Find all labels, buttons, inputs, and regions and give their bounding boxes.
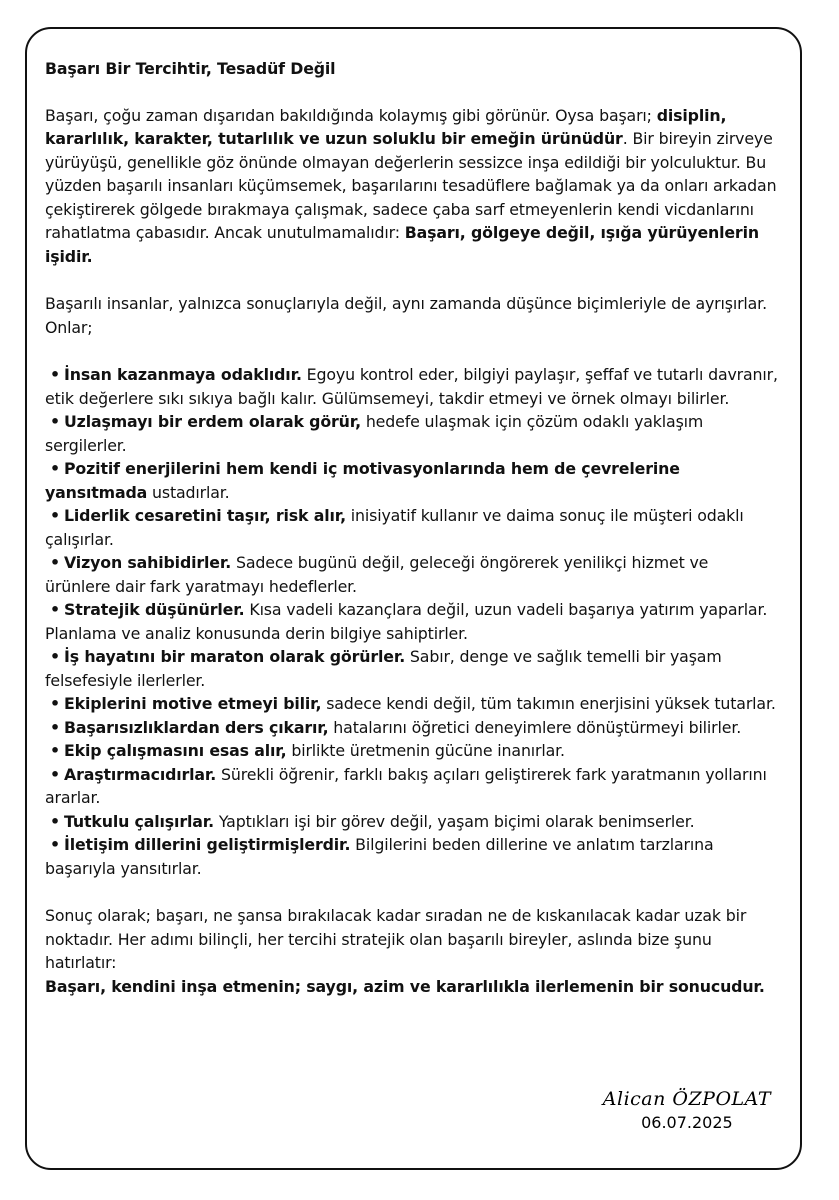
bullet-icon: • [50,764,60,784]
item-text: hatalarını öğretici deneyimlere dönüştürmeyi bilirler. [328,717,742,737]
bullet-icon: • [50,506,60,525]
document-card [25,27,802,1170]
signature-date: 06.07.2025 [641,1113,733,1132]
item-bold: İletişim dillerini geliştirmişlerdir. [64,835,351,854]
qualities-list [45,363,778,880]
item-bold: Ekiplerini motive etmeyi bilir, [64,694,322,713]
list-item [45,551,778,598]
item-bold: Stratejik düşünürler. [64,600,245,619]
item-text: ustadırlar. [147,482,230,502]
document-title: Başarı Bir Tercihtir, Tesadüf Değil [45,59,336,78]
item-bold: Tutkulu çalışırlar. [64,811,214,831]
list-item [45,716,778,740]
intro-text-2: . Bir bireyin zirveye yürüyüşü, genellikle göz önünde olmayan değerlerin sessizce inşa edildiği bir yolculuktur. Bu yüzden başarılı insanları küçümsemek, başarılarını tesadüflere bağlamak ya da onları arkadan çekiştirerek gölgede bırakmaya çalışmak, sadece çaba sarf etmeyenlerin kendi vicdanlarını rahatlatma çabasıdır. Ancak unutulmamalıdır: [45,129,777,242]
item-bold: Araştırmacıdırlar. [64,764,217,784]
conclusion-statement: Başarı, kendini inşa etmenin; saygı, azim ve kararlılıkla ilerlemenin bir sonucudur. [45,976,765,996]
intro-paragraph [45,104,778,269]
bullet-icon: • [50,741,60,760]
bullet-icon: • [50,553,60,572]
list-item [45,645,778,692]
intro-bold-1: disiplin, kararlılık, karakter, tutarlılık ve uzun soluklu bir emeğin ürünüdür [45,105,727,148]
list-item [45,833,778,880]
item-bold: İnsan kazanmaya odaklıdır. [64,365,302,384]
item-text: sadece kendi değil, tüm takımın enerjisini yüksek tutarlar. [321,694,776,713]
bullet-icon: • [50,835,60,854]
bullet-icon: • [50,647,60,666]
list-item [45,363,778,410]
item-text: Yaptıkları işi bir görev değil, yaşam biçimi olarak benimserler. [213,811,695,831]
intro-text-1: Başarı, çoğu zaman dışarıdan bakıldığında kolaymış gibi görünür. Oysa başarı; [45,105,657,125]
item-bold: Liderlik cesaretini taşır, risk alır, [64,506,346,525]
list-item [45,598,778,645]
lead-paragraph: Başarılı insanlar, yalnızca sonuçlarıyla değil, aynı zamanda düşünce biçimleriyle de ayrışırlar. Onlar; [45,294,767,337]
item-bold: Pozitif enerjilerini hem kendi iç motivasyonlarında hem de çevrelerine yansıtmada [45,459,680,502]
list-item [45,692,778,716]
item-text: Sürekli öğrenir, farklı bakış açıları geliştirerek fark yaratmanın yollarını ararlar. [45,764,767,807]
item-text: Kısa vadeli kazançlara değil, uzun vadeli başarıya yatırım yaparlar. Planlama ve analiz konusunda derin bilgiye sahiptirler. [45,600,768,643]
item-bold: İş hayatını bir maraton olarak görürler. [64,647,406,666]
item-bold: Uzlaşmayı bir erdem olarak görür, [64,412,361,431]
bullet-icon: • [50,811,60,831]
item-text: Bilgilerini beden dillerine ve anlatım tarzlarına başarıyla yansıtırlar. [45,835,714,878]
list-item [45,810,778,834]
item-text: Egoyu kontrol eder, bilgiyi paylaşır, şeffaf ve tutarlı davranır, etik değerlere sıkı sıkıya bağlı kalır. Gülümsemeyi, takdir etmeyi ve örnek olmayı bilirler. [45,365,778,408]
signature-name: Alican ÖZPOLAT [602,1088,771,1110]
item-text: Sabır, denge ve sağlık temelli bir yaşam felsefesiyle ilerlerler. [45,647,722,690]
item-text: Sadece bugünü değil, geleceği öngörerek yenilikçi hizmet ve ürünlere dair fark yaratmayı hedeflerler. [45,553,709,596]
list-item [45,739,778,763]
item-bold: Vizyon sahibidirler. [64,553,232,572]
bullet-icon: • [50,600,60,619]
intro-bold-2: Başarı, gölgeye değil, ışığa yürüyenlerin işidir. [45,223,759,266]
item-text: hedefe ulaşmak için çözüm odaklı yaklaşım sergilerler. [45,412,704,455]
conclusion-paragraph: Sonuç olarak; başarı, ne şansa bırakılacak kadar sıradan ne de kıskanılacak kadar uzak bir noktadır. Her adımı bilinçli, her tercihi stratejik olan başarılı bireyler, aslında bize şunu hatırlatır: [45,906,747,972]
bullet-icon: • [50,694,60,713]
item-bold: Başarısızlıklardan ders çıkarır, [64,717,329,737]
item-text: birlikte üretmenin gücüne inanırlar. [286,741,565,760]
bullet-icon: • [50,365,60,384]
bullet-icon: • [50,717,60,737]
bullet-icon: • [50,412,60,431]
item-bold: Ekip çalışmasını esas alır, [64,741,287,760]
list-item [45,763,778,810]
signature-block [603,1086,771,1134]
list-item [45,504,778,551]
list-item [45,410,778,457]
list-item [45,457,778,504]
item-text: inisiyatif kullanır ve daima sonuç ile müşteri odaklı çalışırlar. [45,506,744,549]
bullet-icon: • [50,459,60,478]
